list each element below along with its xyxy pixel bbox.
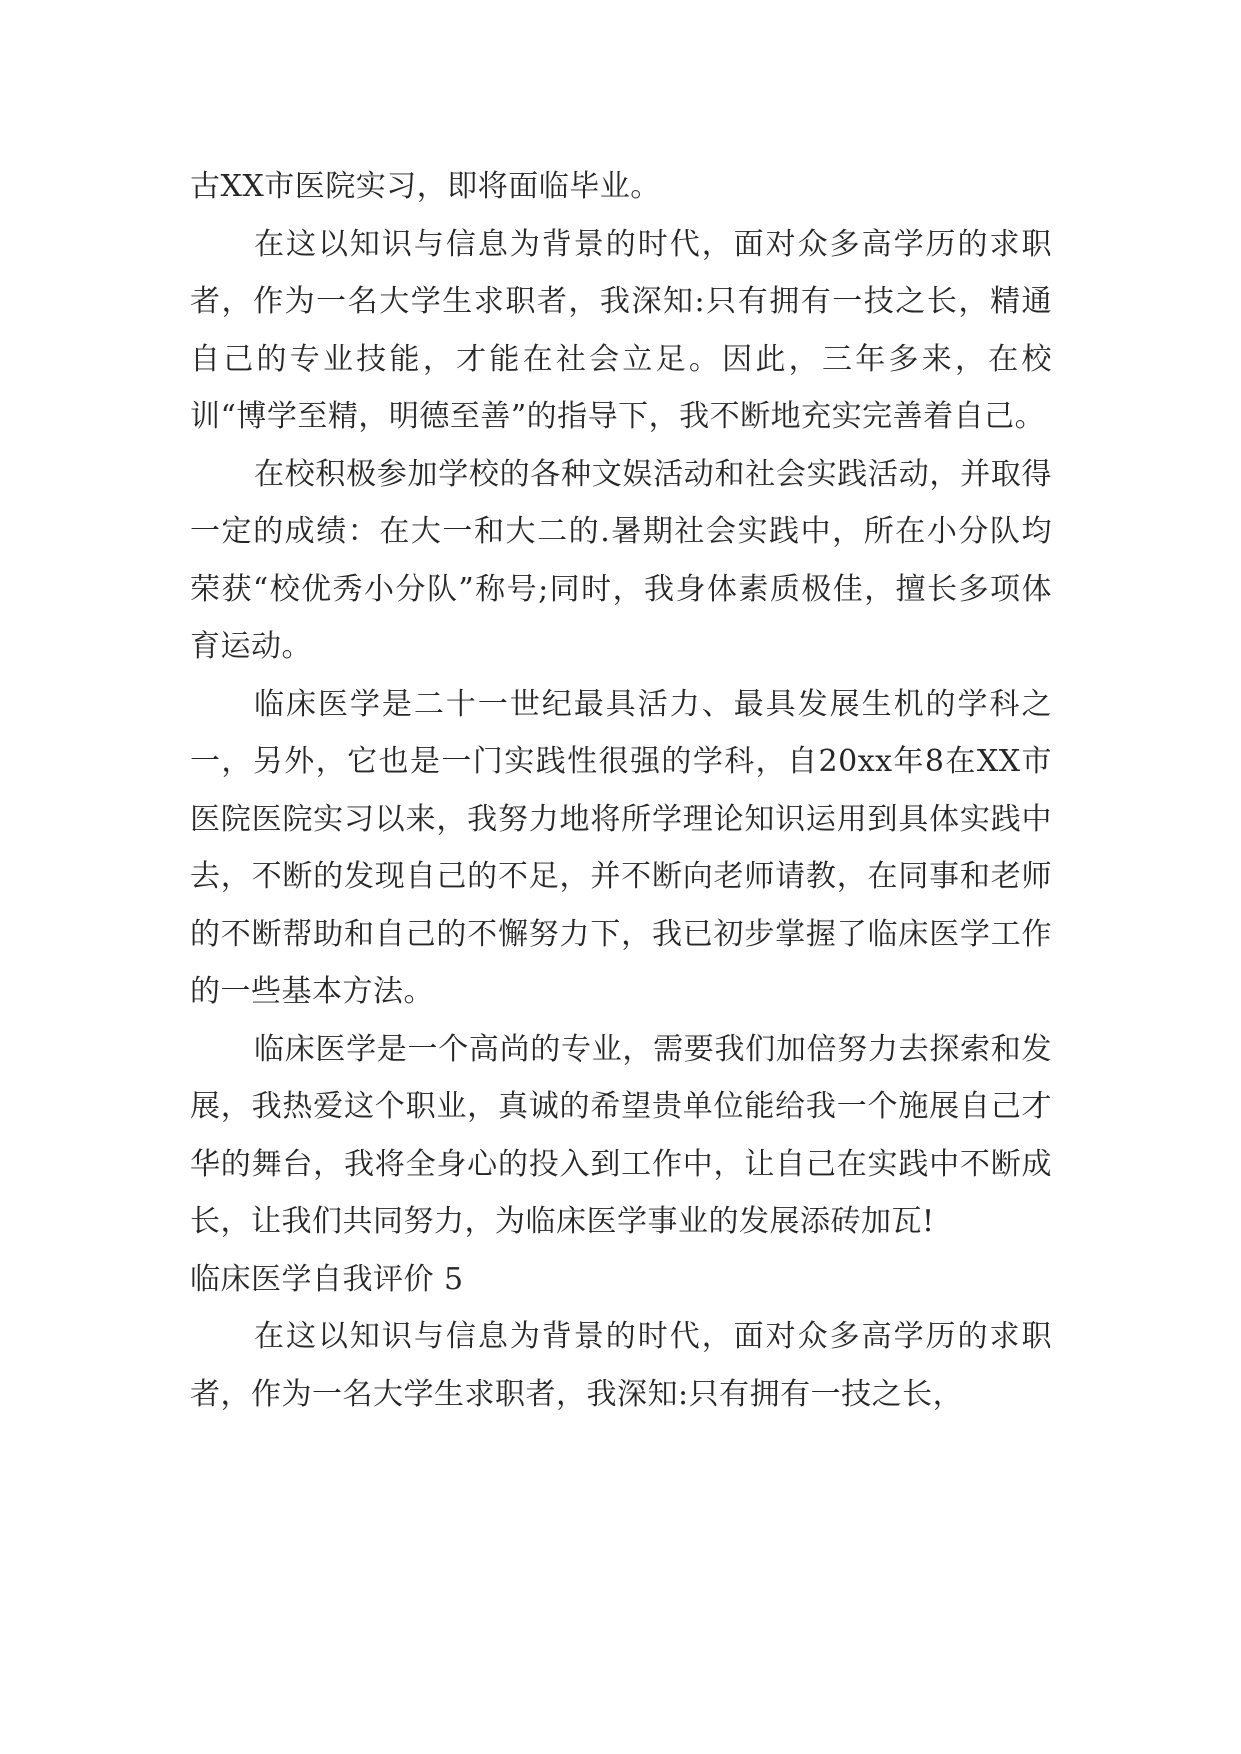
- paragraph-5: 临床医学是一个高尚的专业，需要我们加倍努力去探索和发展，我热爱这个职业，真诚的希望贵单位能给我一个施展自己才华的舞台，我将全身心的投入到工作中，让自己在实践中不断成长，让我们共同努力，为临床医学事业的发展添砖加瓦!: [190, 1031, 1052, 1239]
- paragraph-6: 在这以知识与信息为背景的时代，面对众多高学历的求职者，作为一名大学生求职者，我深知:只有拥有一技之长，: [190, 1319, 1052, 1412]
- document-body: [190, 158, 1052, 1423]
- paragraph-3: 在校积极参加学校的各种文娱活动和社会实践活动，并取得一定的成绩：在大一和大二的.暑期社会实践中，所在小分队均荣获“校优秀小分队”称号;同时，我身体素质极佳，擅长多项体育运动。: [190, 456, 1052, 664]
- paragraph-2: 在这以知识与信息为背景的时代，面对众多高学历的求职者，作为一名大学生求职者，我深知:只有拥有一技之长，精通自己的专业技能，才能在社会立足。因此，三年多来，在校训“博学至精，明德至善”的指导下，我不断地充实完善着自己。: [190, 226, 1052, 434]
- paragraph-1: 古XX市医院实习，即将面临毕业。: [190, 169, 661, 204]
- section-heading: 临床医学自我评价 5: [190, 1261, 464, 1297]
- paragraph-4: 临床医学是二十一世纪最具活力、最具发展生机的学科之一，另外，它也是一门实践性很强的学科，自20xx年8在XX市医院医院实习以来，我努力地将所学理论知识运用到具体实践中去，不断的发现自己的不足，并不断向老师请教，在同事和老师的不断帮助和自己的不懈努力下，我已初步掌握了临床医学工作的一些基本方法。: [190, 686, 1052, 1009]
